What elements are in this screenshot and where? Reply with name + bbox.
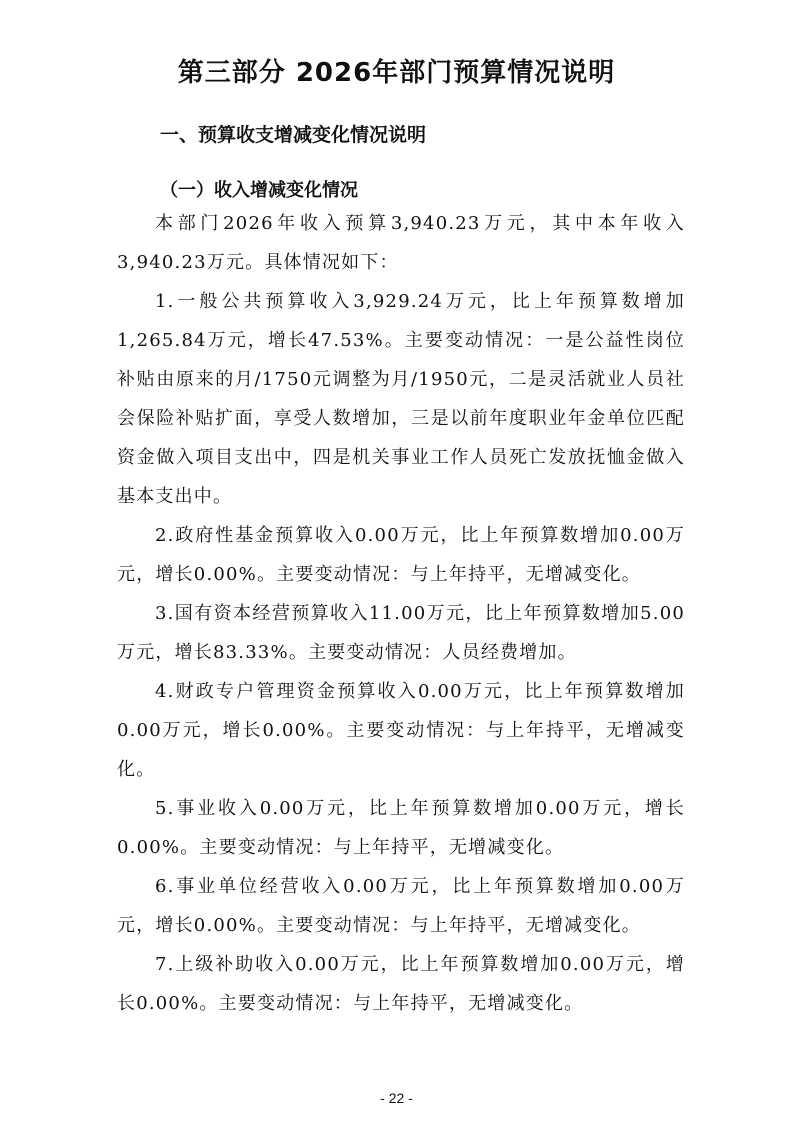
paragraph-general-public-budget: 1.一般公共预算收入3,929.24万元，比上年预算数增加1,265.84万元，增长47.53%。主要变动情况：一是公益性岗位补贴由原来的月/1750元调整为月/1950元，二是灵活就业人员社会保险补贴扩面，享受人数增加，三是以前年度职业年金单位匹配资金做入项目支出中，四是机关事业工作人员死亡发放抚恤金做入基本支出中。 [117, 291, 685, 507]
paragraph-superior-subsidy: 7.上级补助收入0.00万元，比上年预算数增加0.00万元，增长0.00%。主要变动情况：与上年持平，无增减变化。 [117, 954, 685, 1014]
subsection-heading: （一）收入增减变化情况 [160, 180, 358, 201]
paragraph-institution-operating-income: 6.事业单位经营收入0.00万元，比上年预算数增加0.00万元，增长0.00%。主要变动情况：与上年持平，无增减变化。 [117, 876, 685, 936]
paragraph-summary: 本部门2026年收入预算3,940.23万元，其中本年收入3,940.23万元。具体情况如下： [117, 213, 685, 273]
paragraph-business-income: 5.事业收入0.00万元，比上年预算数增加0.00万元，增长0.00%。主要变动情况：与上年持平，无增减变化。 [117, 798, 685, 858]
page-title: 第三部分 2026年部门预算情况说明 [177, 58, 616, 88]
page-number: - 22 - [380, 1090, 413, 1106]
paragraph-fiscal-special-account: 4.财政专户管理资金预算收入0.00万元，比上年预算数增加0.00万元，增长0.00%。主要变动情况：与上年持平，无增减变化。 [117, 681, 685, 780]
paragraph-government-fund: 2.政府性基金预算收入0.00万元，比上年预算数增加0.00万元，增长0.00%。主要变动情况：与上年持平，无增减变化。 [117, 525, 685, 585]
paragraph-state-capital: 3.国有资本经营预算收入11.00万元，比上年预算数增加5.00万元，增长83.33%。主要变动情况：人员经费增加。 [117, 603, 685, 663]
section-heading: 一、预算收支增减变化情况说明 [160, 124, 427, 146]
body-text [117, 204, 685, 1023]
